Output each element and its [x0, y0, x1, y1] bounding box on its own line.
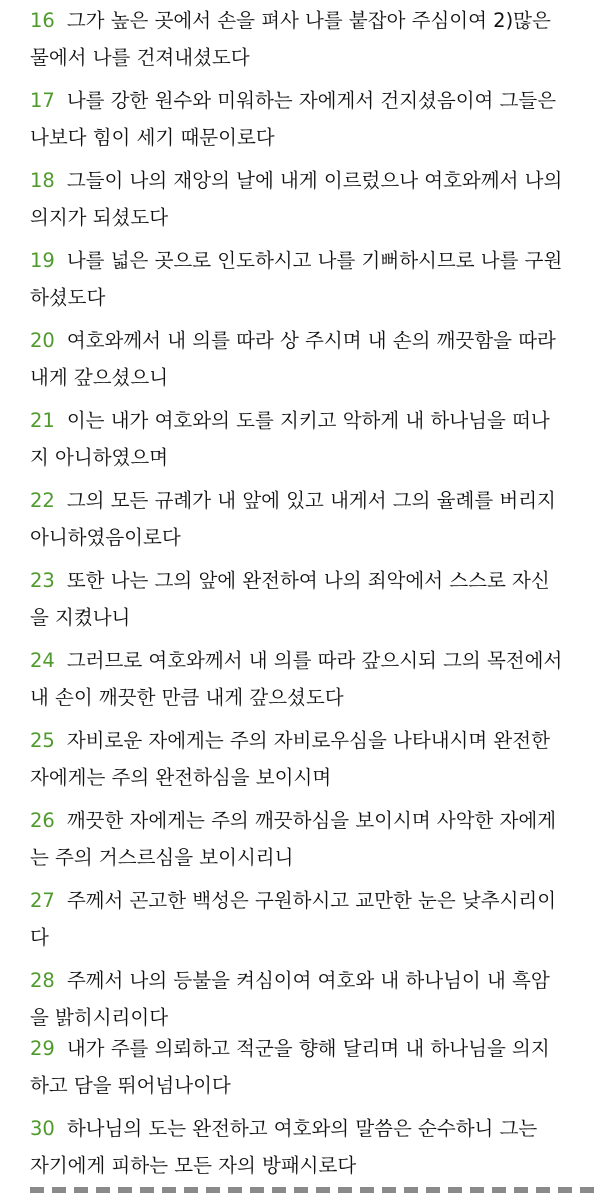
- verse-23: [30, 562, 610, 636]
- verse-text-line-1: 그들이 나의 재앙의 날에 내게 이르렀으나 여호와께서 나의: [66, 169, 563, 192]
- verse-number: 29: [30, 1037, 55, 1060]
- verse-text-line-2: 아니하였음이로다: [30, 526, 181, 549]
- verse-text-line-2: 다: [30, 926, 49, 949]
- verse-22: [30, 482, 610, 556]
- verse-number: 23: [30, 569, 55, 592]
- verse-number: 16: [30, 9, 55, 32]
- verse-24: [30, 642, 610, 716]
- verse-text-line-2: 을 밝히시리이다: [30, 1006, 169, 1029]
- verse-text-line-1: 또한 나는 그의 앞에 완전하여 나의 죄악에서 스스로 자신: [66, 569, 550, 592]
- verse-text-line-1: 하나님의 도는 완전하고 여호와의 말씀은 순수하니 그는: [66, 1117, 538, 1140]
- verse-27: [30, 882, 610, 956]
- verse-text-line-1: 그의 모든 규례가 내 앞에 있고 내게서 그의 율례를 버리지: [66, 489, 556, 512]
- verse-text-line-2: 지 아니하였으며: [30, 446, 169, 469]
- verse-text-line-1: 이는 내가 여호와의 도를 지키고 악하게 내 하나님을 떠나: [66, 409, 550, 432]
- verse-17: [30, 82, 610, 156]
- verse-text-line-1: 그러므로 여호와께서 내 의를 따라 갚으시되 그의 목전에서: [66, 649, 563, 672]
- verse-number: 22: [30, 489, 55, 512]
- verse-text-line-2: 는 주의 거스르심을 보이시리니: [30, 846, 294, 869]
- verse-text-line-1: 나를 넓은 곳으로 인도하시고 나를 기뻐하시므로 나를 구원: [66, 249, 563, 272]
- verse-number: 17: [30, 89, 55, 112]
- verse-18: [30, 162, 610, 236]
- verse-number: 28: [30, 969, 55, 992]
- verse-number: 24: [30, 649, 55, 672]
- verse-text-line-2: 내게 갚으셨으니: [30, 366, 169, 389]
- verse-number: 30: [30, 1117, 55, 1140]
- verse-number: 27: [30, 889, 55, 912]
- verse-text-line-1: 그가 높은 곳에서 손을 펴사 나를 붙잡아 주심이여 2)많은: [66, 9, 551, 32]
- verse-text-line-1: 주께서 나의 등불을 켜심이여 여호와 내 하나님이 내 흑암: [66, 969, 550, 992]
- verse-number: 18: [30, 169, 55, 192]
- verse-text-line-2: 내 손이 깨끗한 만큼 내게 갚으셨도다: [30, 686, 344, 709]
- verse-29: [30, 1030, 610, 1104]
- verse-number: 26: [30, 809, 55, 832]
- verse-19: [30, 242, 610, 316]
- verse-text-line-1: 여호와께서 내 의를 따라 상 주시며 내 손의 깨끗함을 따라: [66, 329, 556, 352]
- verse-number: 20: [30, 329, 55, 352]
- verse-text-line-1: 깨끗한 자에게는 주의 깨끗하심을 보이시며 사악한 자에게: [66, 809, 557, 832]
- verse-text-line-2: 물에서 나를 건져내셨도다: [30, 46, 250, 69]
- verse-text-line-2: 을 지켰나니: [30, 606, 131, 629]
- verse-number: 19: [30, 249, 55, 272]
- verse-text-line-2: 자기에게 피하는 모든 자의 방패시로다: [30, 1154, 357, 1177]
- verse-text-line-2: 하고 담을 뛰어넘나이다: [30, 1074, 231, 1097]
- verse-20: [30, 322, 610, 396]
- verse-text-line-1: 주께서 곤고한 백성은 구원하시고 교만한 눈은 낮추시리이: [66, 889, 557, 912]
- verse-number: 21: [30, 409, 55, 432]
- verse-16: [30, 2, 610, 76]
- verse-28: [30, 962, 610, 1036]
- verse-21: [30, 402, 610, 476]
- verse-25: [30, 722, 610, 796]
- verse-text-line-2: 나보다 힘이 세기 때문이로다: [30, 126, 275, 149]
- verse-text-line-1: 내가 주를 의뢰하고 적군을 향해 달리며 내 하나님을 의지: [66, 1037, 550, 1060]
- verse-30: [30, 1110, 610, 1184]
- verse-text-line-2: 자에게는 주의 완전하심을 보이시며: [30, 766, 332, 789]
- verse-number: 25: [30, 729, 55, 752]
- verse-text-line-2: 하셨도다: [30, 286, 106, 309]
- verse-text-line-1: 나를 강한 원수와 미워하는 자에게서 건지셨음이여 그들은: [66, 89, 557, 112]
- verse-text-line-2: 의지가 되셨도다: [30, 206, 169, 229]
- cut-off-next-line: [30, 1178, 600, 1200]
- verse-text-line-1: 자비로운 자에게는 주의 자비로우심을 나타내시며 완전한: [66, 729, 550, 752]
- verse-26: [30, 802, 610, 876]
